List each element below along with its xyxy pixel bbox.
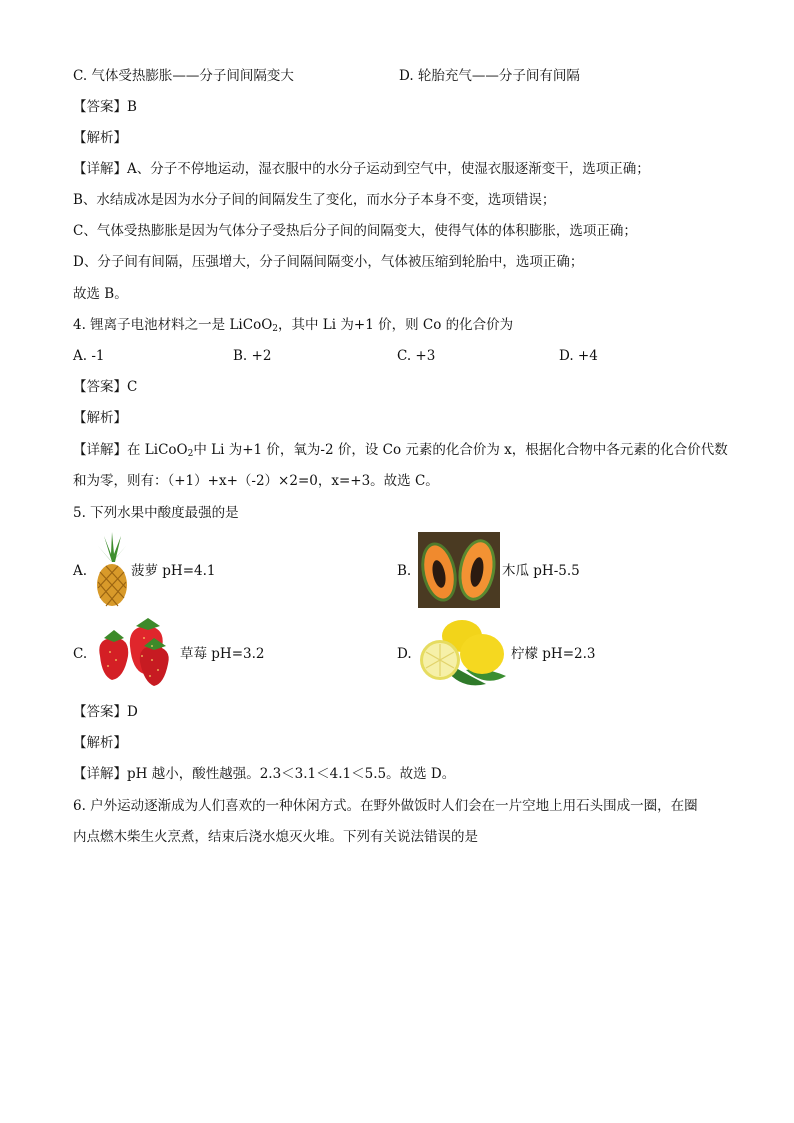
q4-detail-line1 — [73, 440, 728, 464]
papaya-image — [418, 532, 500, 608]
q3-answer: 【答案】B — [73, 99, 137, 115]
q3-detail-b: B、水结成冰是因为水分子间的间隔发生了变化，而水分子本身不变，选项错误； — [73, 192, 556, 208]
q4-detail-prefix: 【详解】在 LiCoO — [73, 442, 188, 458]
q3-detail-c: C、气体受热膨胀是因为气体分子受热后分子间的间隔变大，使得气体的体积膨胀，选项正确； — [73, 223, 637, 239]
q5-option-c-label: 草莓 pH=3.2 — [180, 646, 265, 662]
q5-detail: 【详解】pH 越小，酸性越强。2.3＜3.1＜4.1＜5.5。故选 D。 — [73, 766, 456, 782]
q4-option-a: A. -1 — [73, 348, 105, 364]
q3-analysis-heading: 【解析】 — [73, 130, 127, 146]
q3-detail-d: D、分子间有间隔，压强增大，分子间隔间隔变小，气体被压缩到轮胎中，选项正确； — [73, 254, 584, 270]
q6-stem-line2: 内点燃木柴生火烹煮，结束后浇水熄灭火堆。下列有关说法错误的是 — [73, 829, 478, 845]
q4-stem-subscript: 2 — [272, 324, 279, 334]
pineapple-image — [92, 532, 132, 608]
q3-option-d: D. 轮胎充气——分子间有间隔 — [399, 68, 580, 84]
q4-analysis-heading: 【解析】 — [73, 410, 127, 426]
q5-option-a-label: 菠萝 pH=4.1 — [131, 563, 216, 579]
q3-conclusion: 故选 B。 — [73, 286, 128, 302]
q4-stem-suffix: ，其中 Li 为+1 价，则 Co 的化合价为 — [278, 317, 514, 333]
q4-answer: 【答案】C — [73, 379, 138, 395]
q5-analysis-heading: 【解析】 — [73, 735, 127, 751]
q5-option-d-label: 柠檬 pH=2.3 — [511, 646, 596, 662]
q3-detail-a: 【详解】A、分子不停地运动，湿衣服中的水分子运动到空气中，使湿衣服逐渐变干，选项正确； — [73, 161, 650, 177]
q4-detail-subscript: 2 — [187, 449, 194, 459]
q5-option-b-label: 木瓜 pH-5.5 — [502, 563, 580, 579]
strawberry-image — [94, 616, 178, 688]
q5-answer: 【答案】D — [73, 704, 138, 720]
q4-detail-line2: 和为零，则有：（+1）+x+（-2）×2=0，x=+3。故选 C。 — [73, 473, 439, 489]
q5-option-c-letter: C. — [73, 646, 88, 662]
q3-option-c: C. 气体受热膨胀——分子间间隔变大 — [73, 68, 294, 84]
q5-option-a-letter: A. — [73, 563, 88, 579]
q4-options-row — [73, 346, 753, 366]
q4-option-b: B. +2 — [233, 348, 272, 364]
q3-options-row — [73, 66, 753, 86]
q4-detail-suffix: 中 Li 为+1 价，氧为-2 价，设 Co 元素的化合价为 x，根据化合物中各元素的化合价代数 — [193, 442, 728, 458]
q6-stem-line1: 6. 户外运动逐渐成为人们喜欢的一种休闲方式。在野外做饭时人们会在一片空地上用石头围成一圈，在圈 — [73, 798, 698, 814]
q4-stem-prefix: 4. 锂离子电池材料之一是 LiCoO — [73, 317, 273, 333]
q4-option-c: C. +3 — [397, 348, 436, 364]
q4-option-d: D. +4 — [559, 348, 598, 364]
q5-option-b-letter: B. — [397, 563, 412, 579]
q5-stem: 5. 下列水果中酸度最强的是 — [73, 505, 239, 521]
q5-option-d-letter: D. — [397, 646, 412, 662]
lemon-image — [416, 614, 510, 690]
q4-stem — [73, 315, 513, 339]
